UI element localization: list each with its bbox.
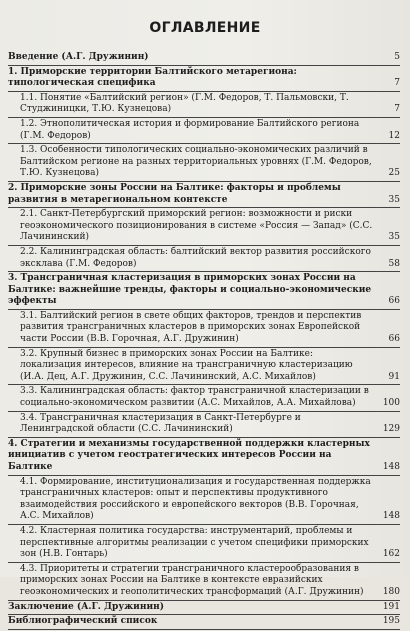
toc-subsection-entry xyxy=(8,311,400,346)
toc-page-number: 35 xyxy=(388,232,400,243)
toc-subsection-entry xyxy=(8,93,400,116)
toc-entry-text: Введение (А.Г. Дружинин) xyxy=(8,52,149,62)
toc-page-number: 195 xyxy=(382,616,400,627)
table-of-contents xyxy=(8,52,400,631)
toc-section-entry xyxy=(8,52,400,64)
divider xyxy=(8,562,400,563)
toc-page-number: 180 xyxy=(382,586,400,597)
toc-page-number: 58 xyxy=(388,258,400,269)
toc-entry-text: 2.1. Санкт-Петербургский приморский регион: возможности и риски геоэкономического позиционирования в системе «Россия — Запад» (С.С. Лачининский) xyxy=(20,209,373,243)
toc-entry-text: 1. Приморские территории Балтийского метарегиона: типологическая специфика xyxy=(8,66,297,89)
toc-entry-text: 4. Стратегии и механизмы государственной поддержки кластерных инициатив с учетом геостратегических интересов России на Балтике xyxy=(8,438,370,472)
divider xyxy=(8,271,400,272)
toc-subsection-entry xyxy=(8,477,400,523)
toc-page-number: 148 xyxy=(382,462,400,472)
divider xyxy=(8,437,400,438)
divider xyxy=(8,91,400,92)
toc-page-number: 191 xyxy=(382,601,400,612)
divider xyxy=(8,181,400,182)
toc-section-entry xyxy=(8,616,400,628)
toc-subsection-entry xyxy=(8,526,400,561)
toc-subsection-entry xyxy=(8,349,400,384)
toc-page-number: 129 xyxy=(382,424,400,435)
divider xyxy=(8,117,400,118)
divider xyxy=(8,65,400,66)
page-title: ОГЛАВЛЕНИЕ xyxy=(149,20,261,36)
divider xyxy=(8,600,400,601)
toc-page-number: 35 xyxy=(388,194,400,205)
toc-subsection-entry xyxy=(8,119,400,142)
divider xyxy=(8,475,400,476)
divider xyxy=(8,143,400,144)
toc-page-number: 7 xyxy=(394,78,400,89)
toc-entry-text: 2. Приморские зоны России на Балтике: факторы и проблемы развития в метарегиональном контексте xyxy=(8,182,341,205)
toc-entry-text: 3.2. Крупный бизнес в приморских зонах России на Балтике: локализация интересов, влияние на трансграничную кластеризацию (И.А. Дец, А.Г. Дружинин, С.С. Лачининский, А.С. Михайлов) xyxy=(20,348,353,382)
divider xyxy=(8,629,400,630)
toc-page-number: 7 xyxy=(394,104,400,115)
divider xyxy=(8,309,400,310)
toc-entry-text: 4.3. Приоритеты и стратегии трансграничного кластерообразования в приморских зонах России на Балтике в контексте евразийских геоэкономических и геополитических трансформаций (А.Г. Дружинин) xyxy=(20,563,364,597)
toc-page-number: 91 xyxy=(388,371,400,382)
toc-section-entry xyxy=(8,439,400,474)
toc-entry-text: 3.1. Балтийский регион в свете общих факторов, трендов и перспектив развития трансграничных кластеров в приморских зонах Европейской части России (В.В. Горочная, А.Г. Дружинин) xyxy=(20,310,362,345)
toc-subsection-entry xyxy=(8,145,400,180)
toc-page-number: 66 xyxy=(388,296,400,307)
toc-page-number: 148 xyxy=(382,511,400,522)
toc-page-number: 5 xyxy=(394,52,400,62)
divider xyxy=(8,207,400,208)
toc-entry-text: Библиографический список xyxy=(8,616,158,627)
toc-section-entry xyxy=(8,602,400,614)
toc-page-number: 66 xyxy=(388,334,400,345)
toc-subsection-entry xyxy=(8,247,400,270)
divider xyxy=(8,524,400,525)
divider xyxy=(8,347,400,348)
toc-page-number: 100 xyxy=(382,398,400,409)
toc-entry-text: 3. Трансграничная кластеризация в приморских зонах России на Балтике: важнейшие тренды, факторы и социально-экономические эффекты xyxy=(8,273,372,307)
toc-entry-text: 1.2. Этнополитическая история и формирование Балтийского региона (Г.М. Федоров) xyxy=(20,118,360,141)
toc-page-number: 12 xyxy=(388,130,400,141)
toc-entry-text: 1.3. Особенности типологических социально-экономических различий в Балтийском регионе на разных территориальных уровнях (Г.М. Федоров, Т.Ю. Кузнецова) xyxy=(20,145,372,179)
toc-subsection-entry xyxy=(8,209,400,244)
toc-entry-text: Заключение (А.Г. Дружинин) xyxy=(8,601,164,612)
toc-entry-text: 4.1. Формирование, институционализация и государственная поддержка трансграничных кластеров: опыт и перспективы продуктивного взаимодействия российского и европейского векторов (В.В. Горочная, А.С. Михайлов) xyxy=(20,476,371,522)
divider xyxy=(8,411,400,412)
toc-subsection-entry xyxy=(8,386,400,409)
toc-section-entry xyxy=(8,67,400,90)
toc-section-entry xyxy=(8,183,400,206)
toc-entry-text: 2.2. Калининградская область: балтийский вектор развития российского эксклава (Г.М. Федоров) xyxy=(20,246,371,269)
toc-entry-text: 3.4. Трансграничная кластеризация в Санкт-Петербурге и Ленинградской области (С.С. Лачининский) xyxy=(20,412,301,435)
toc-section-entry xyxy=(8,273,400,308)
toc-page-number: 162 xyxy=(382,549,400,560)
toc-subsection-entry xyxy=(8,564,400,599)
toc-page-number: 25 xyxy=(388,168,400,179)
toc-entry-text: 1.1. Понятие «Балтийский регион» (Г.М. Федоров, Т. Пальмовски, Т. Студжиницки, Т.Ю. Кузнецова) xyxy=(20,92,349,115)
divider xyxy=(8,614,400,615)
toc-entry-text: 3.3. Калининградская область: фактор трансграничной кластеризации в социально-экономическом развитии (А.С. Михайлов, А.А. Михайлова) xyxy=(20,386,369,409)
toc-subsection-entry xyxy=(8,413,400,436)
divider xyxy=(8,245,400,246)
toc-entry-text: 4.2. Кластерная политика государства: инструментарий, проблемы и перспективные алгоритмы реализации с учетом специфики приморских зон (Н.В. Гонтарь) xyxy=(20,525,369,560)
